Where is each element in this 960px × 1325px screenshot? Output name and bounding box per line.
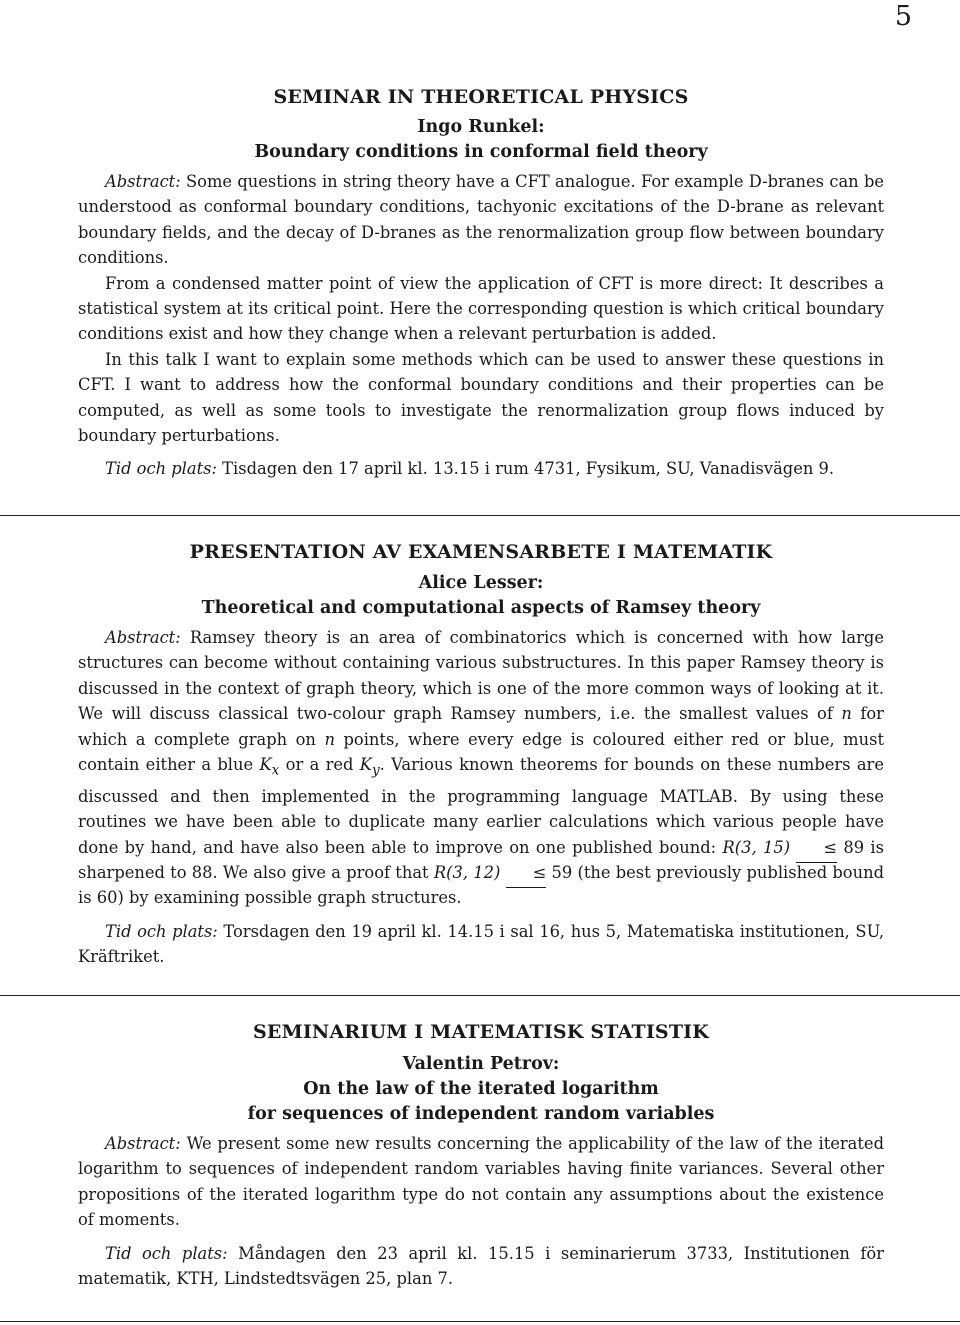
speaker-name: Alice Lesser: xyxy=(418,573,544,593)
section-title: SEMINARIUM I MATEMATISK STATISTIK xyxy=(252,1021,709,1043)
math-K: K xyxy=(259,755,272,775)
math-var-n: n xyxy=(841,704,852,724)
math-var-n: n xyxy=(324,729,335,749)
abstract-text: We present some new results concerning the applicability of the law of the iterated logarithm to sequences of independent random variables having finite variances. Several other propositions of the iterated logarithm type do not contain any assumptions about the existence of moments. xyxy=(78,1134,884,1230)
abstract-paragraph xyxy=(78,169,884,271)
speaker-name: Ingo Runkel: xyxy=(417,117,545,137)
section-divider xyxy=(0,995,960,996)
abstract-text: 89 is sharpened to 88. We also give a proof that xyxy=(78,837,884,882)
talk-title: Boundary conditions in conformal field theory xyxy=(254,142,708,162)
talk-title: Theoretical and computational aspects of Ramsey theory xyxy=(201,598,761,618)
math-expression: R(3, 15) xyxy=(722,837,791,857)
time-and-place xyxy=(78,456,884,481)
abstract-paragraph: In this talk I want to explain some methods which can be used to answer these questions in CFT. I want to address how the conformal boundary conditions and their properties can be computed, as well as some tools to investigate the renormalization group flows induced by boundary perturbations. xyxy=(78,349,884,446)
time-place-text: Tisdagen den 17 april kl. 13.15 i rum 4731, Fysikum, SU, Vanadisvägen 9. xyxy=(222,459,835,479)
talk-title: On the law of the iterated logarithm xyxy=(303,1079,659,1099)
abstract xyxy=(78,625,884,911)
abstract-paragraph xyxy=(78,1131,884,1233)
time-place-label: Tid och plats: xyxy=(105,1243,228,1263)
time-place-label: Tid och plats: xyxy=(105,921,218,941)
abstract-label: Abstract: xyxy=(105,172,181,191)
section-divider xyxy=(0,1321,960,1322)
abstract xyxy=(78,1131,884,1233)
leq-symbol: ≤ xyxy=(506,860,547,885)
speaker-name: Valentin Petrov: xyxy=(402,1054,560,1074)
seminar-section-exam-presentation xyxy=(78,540,884,970)
abstract-label: Abstract: xyxy=(105,1134,181,1153)
page-number: 5 xyxy=(894,1,912,32)
time-and-place xyxy=(78,919,884,970)
math-sub-x: x xyxy=(271,762,280,779)
time-and-place xyxy=(78,1241,884,1292)
abstract-text: 59 (the best previously published bound is 60) by examining possible graph structures. xyxy=(78,862,885,908)
abstract-text: for which a complete graph on xyxy=(78,704,884,749)
seminar-section-statistics xyxy=(78,1020,884,1291)
abstract-paragraph: From a condensed matter point of view the application of CFT is more direct: It describes a statistical system at its critical point. Here the corresponding question is which critical boundary conditions exist and how they change when a relevant perturbation is added. xyxy=(78,273,884,344)
time-place-label: Tid och plats: xyxy=(105,459,217,479)
abstract-text: Some questions in string theory have a CFT analogue. For example D-branes can be understood as conformal boundary conditions, tachyonic excitations of the D-brane as relevant boundary fields, and the decay of D-branes as the renormalization group flow between boundary conditions. xyxy=(78,172,884,268)
abstract-label: Abstract: xyxy=(105,628,181,647)
time-place-text: Torsdagen den 19 april kl. 14.15 i sal 16, hus 5, Matematiska institutionen, SU, Kräftriket. xyxy=(78,921,884,967)
section-divider xyxy=(0,515,960,516)
leq-symbol: ≤ xyxy=(796,835,837,860)
abstract-text: or a red xyxy=(285,755,354,775)
talk-title-continued: for sequences of independent random variables xyxy=(247,1104,715,1124)
math-expression: R(3, 12) xyxy=(433,862,501,882)
abstract-text: Ramsey theory is an area of combinatorics which is concerned with how large structures can become without containing various substructures. In this paper Ramsey theory is discussed in the context of graph theory, which is one of the more common ways of looking at it. We will discuss classical two-colour graph Ramsey numbers, i.e. the smallest values of xyxy=(78,628,884,724)
seminar-section-theoretical-physics xyxy=(78,85,884,482)
section-title: SEMINAR IN THEORETICAL PHYSICS xyxy=(273,86,689,108)
abstract-paragraph xyxy=(78,625,884,911)
abstract xyxy=(78,169,884,448)
math-sub-y: y xyxy=(371,762,380,779)
time-place-text: Måndagen den 23 april kl. 15.15 i seminarierum 3733, Institutionen för matematik, KTH, Lindstedtsvägen 25, plan 7. xyxy=(78,1243,884,1289)
math-K: K xyxy=(359,755,372,775)
abstract-text: . Various known theorems for bounds on these numbers are discussed and then implemented in the programming language MATLAB. By using these routines we have been able to duplicate many earlier calculations which various people have done by hand, and have also been able to improve on one published bound: xyxy=(78,755,884,857)
section-title: PRESENTATION AV EXAMENSARBETE I MATEMATIK xyxy=(189,541,773,563)
abstract-text: points, where every edge is coloured either red or blue, must contain either a blue xyxy=(78,729,884,775)
